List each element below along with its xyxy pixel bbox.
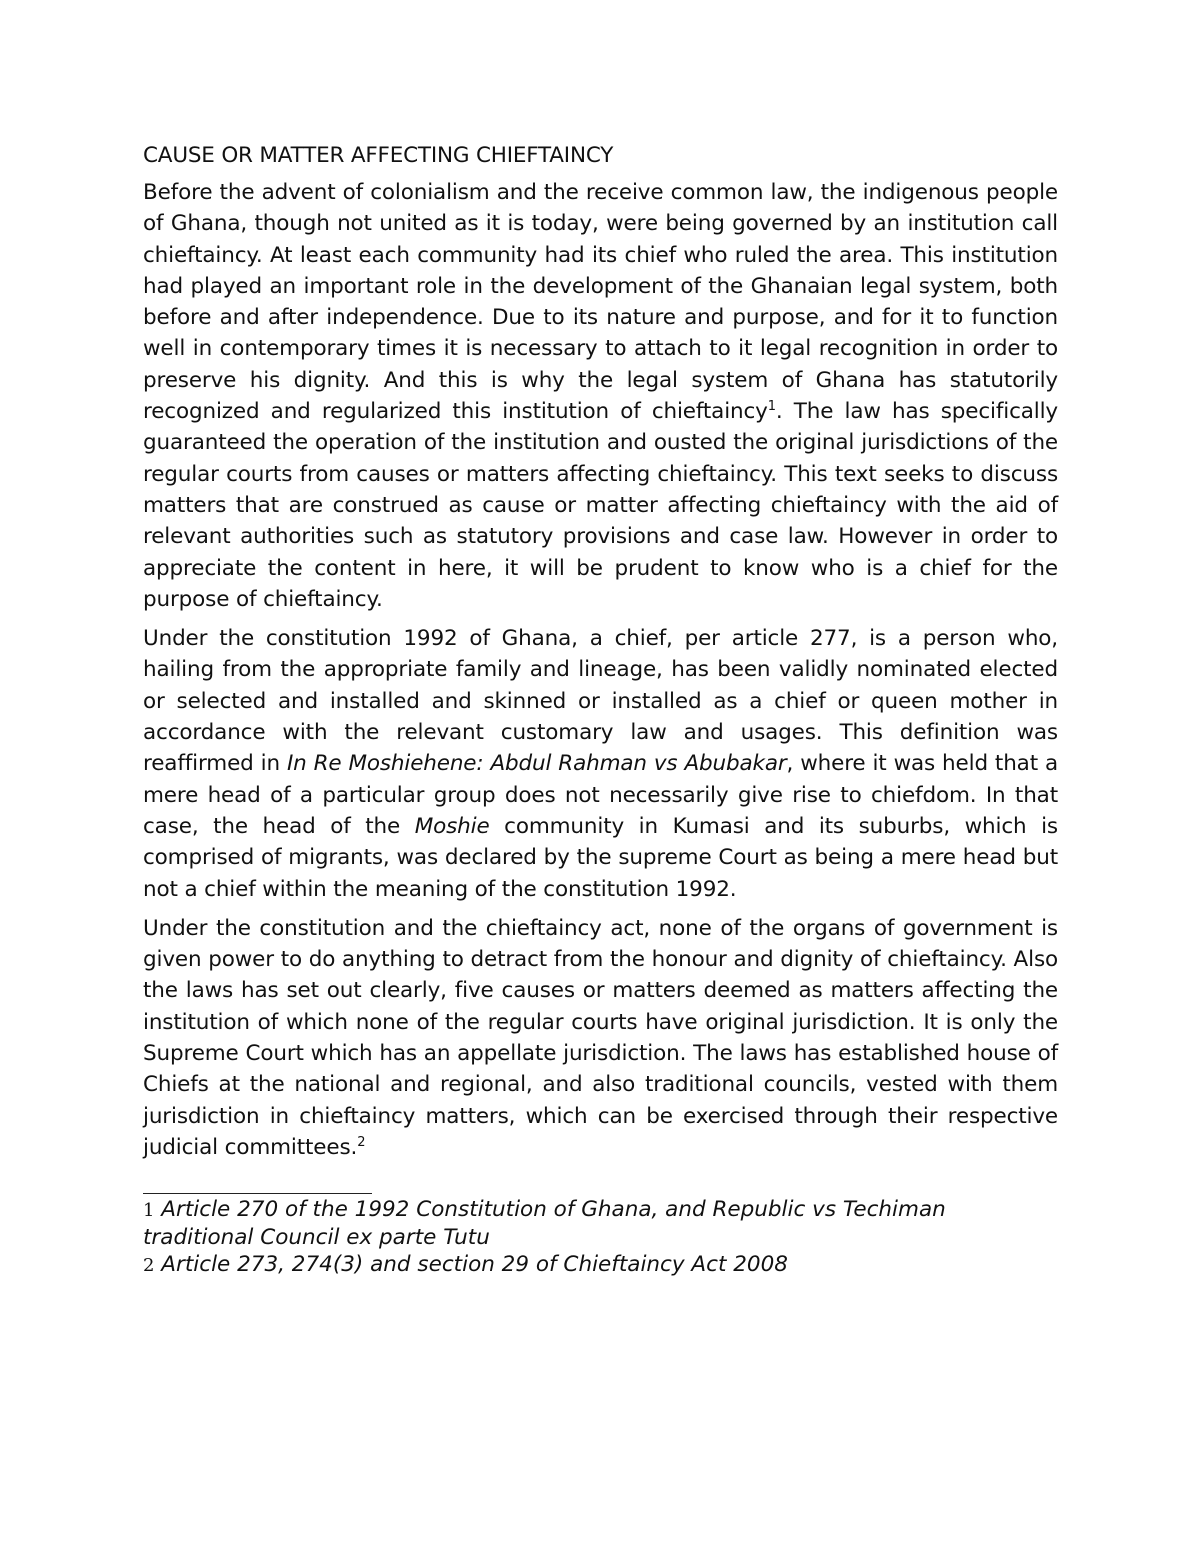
paragraph-2-text-c: community in Kumasi and its suburbs, which is comprised of migrants, was declared by the supreme Court as being a mere head but not a chief within the meaning of the constitution 1992. [143, 813, 1058, 902]
footnote-number: 1 [143, 1200, 155, 1222]
document-title: CAUSE OR MATTER AFFECTING CHIEFTAINCY [143, 143, 614, 168]
paragraph-3-text-a: Under the constitution and the chieftaincy act, none of the organs of government is given power to do anything to detract from the honour and dignity of chieftaincy. Also the laws has set out clearly, five causes or matters deemed as matters affecting the institution of which none of the regular courts have original jurisdiction. It is only the Supreme Court which has an appellate jurisdiction. The laws has established house of Chiefs at the national and regional, and also traditional councils, vested with them jurisdiction in chieftaincy matters, which can be exercised through their respective judicial committees. [143, 915, 1058, 1160]
footnote-separator [143, 1193, 372, 1194]
paragraph-2-text-a: Under the constitution 1992 of Ghana, a chief, per article 277, is a person who, hailing from the appropriate family and lineage, has been validly nominated elected or selected and installed and skinned or installed as a chief or queen mother in accordance with the relevant customary law and usages. This definition was reaffirmed in [143, 626, 1058, 777]
footnotes [143, 1196, 1058, 1279]
paragraph-2-text-b: , where it was held that a mere head of a particular group does not necessarily give rise to chiefdom. In that case, the head of the [143, 751, 1058, 839]
footnote-ref-2: 2 [357, 1134, 366, 1150]
footnote-text: Article 270 of the 1992 Constitution of Ghana, and Republic vs Techiman traditional Council ex parte Tutu [143, 1197, 946, 1251]
community-term: Moshie [414, 813, 490, 839]
footnote-1 [143, 1196, 1058, 1251]
footnote-2 [143, 1251, 1058, 1279]
footnote-number: 2 [143, 1255, 155, 1277]
footnote-text: Article 273, 274(3) and section 29 of Chieftaincy Act 2008 [161, 1252, 788, 1278]
footnote-ref-1: 1 [767, 398, 776, 414]
document-page [143, 140, 1058, 1279]
case-citation: In Re Moshiehene: Abdul Rahman vs Abubakar [286, 751, 787, 777]
paragraph-1-text-a: Before the advent of colonialism and the receive common law, the indigenous people of Ghana, though not united as it is today, were being governed by an institution call chieftaincy. At least each community had its chief who ruled the area. This institution had played an important role in the development of the Ghanaian legal system, both before and after independence. Due to its nature and purpose, and for it to function well in contemporary times it is necessary to attach to it legal recognition in order to preserve his dignity. And this is why the legal system of Ghana has statutorily recognized and regularized this institution of chieftaincy [143, 180, 1058, 425]
paragraph-1-text-b: . The law has specifically guaranteed the operation of the institution and ousted the original jurisdictions of the regular courts from causes or matters affecting chieftaincy. This text seeks to discuss matters that are construed as cause or matter affecting chieftaincy with the aid of relevant authorities such as statutory provisions and case law. However in order to appreciate the content in here, it will be prudent to know who is a chief for the purpose of chieftaincy. [143, 399, 1058, 612]
paragraph-1 [143, 177, 1058, 615]
paragraph-3 [143, 913, 1058, 1163]
paragraph-2 [143, 623, 1058, 905]
